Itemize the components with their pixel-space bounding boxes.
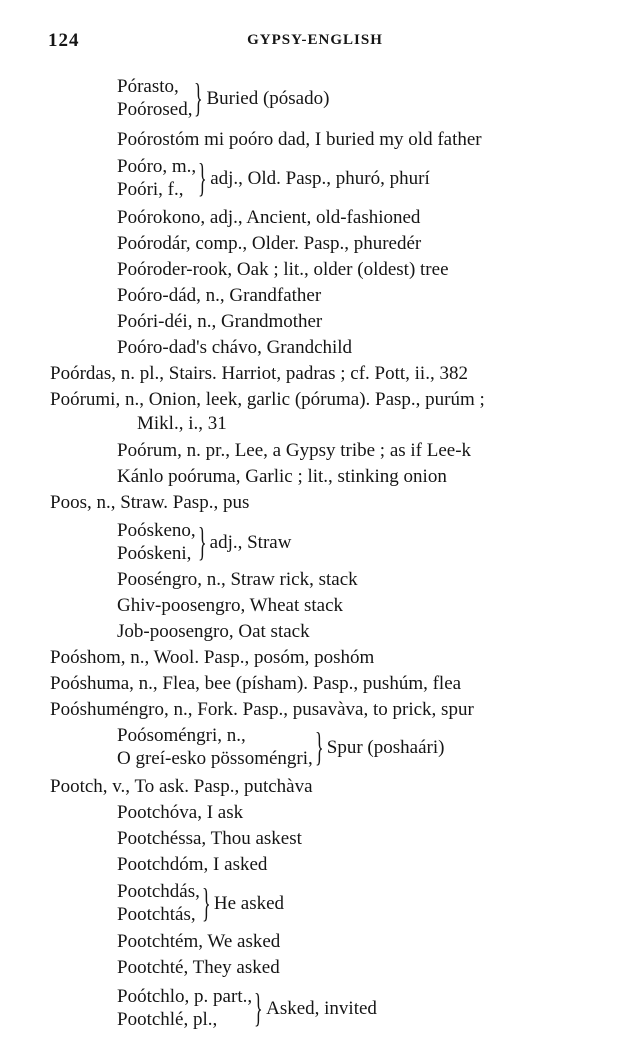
entry-line: Pootchéssa, Thou askest	[117, 828, 302, 849]
entry-line: Poóshom, n., Wool. Pasp., posóm, poshóm	[50, 647, 375, 668]
entry-line: Poos, n., Straw. Pasp., pus	[50, 492, 250, 513]
entry-line: Poórdas, n. pl., Stairs. Harriot, padras ; cf. Pott, ii., 382	[50, 363, 468, 384]
entry-line: Poórum, n. pr., Lee, a Gypsy tribe ; as if Lee-k	[117, 440, 472, 461]
gloss: Asked, invited	[266, 997, 377, 1019]
headword: Pootchtás,	[117, 904, 196, 925]
entry-line: Pootchóva, I ask	[117, 802, 244, 823]
entry-line: Poórodár, comp., Older. Pasp., phuredér	[117, 233, 422, 254]
page-number: 124	[48, 30, 80, 51]
brace-icon: }	[194, 75, 204, 120]
entry-line: Poórokono, adj., Ancient, old-fashioned	[117, 207, 421, 228]
entry-line: Pootchdóm, I asked	[117, 854, 268, 875]
entry-line: Poórostóm mi poóro dad, I buried my old father	[117, 129, 482, 150]
headword: O greí-esko pössoméngri,	[117, 748, 313, 769]
entry-group-pootchdas	[117, 880, 284, 926]
entry-group-pooro	[117, 155, 430, 201]
page-header	[0, 30, 630, 56]
entry-line: Pooséngro, n., Straw rick, stack	[117, 569, 358, 590]
entry-line: Poóri-déi, n., Grandmother	[117, 311, 323, 332]
brace-icon: }	[198, 155, 207, 200]
entry-line: Pootchtém, We asked	[117, 931, 281, 952]
headword: Poósoméngri, n.,	[117, 725, 246, 746]
entry-line: Pootch, v., To ask. Pasp., putchàva	[50, 776, 313, 797]
headword: Poóskeno,	[117, 520, 196, 541]
entry-group-poosomengri	[117, 724, 444, 770]
gloss: Spur (poshaári)	[326, 736, 445, 758]
brace-icon: }	[314, 724, 324, 769]
brace-icon: }	[254, 985, 263, 1030]
gloss: Buried (pósado)	[206, 87, 330, 109]
headword: Poóskeni,	[117, 543, 192, 564]
entry-line: Poóro-dad's chávo, Grandchild	[117, 337, 353, 358]
gloss: adj., Old. Pasp., phuró, phurí	[210, 167, 430, 189]
entry-group-porasto	[117, 75, 329, 121]
entry-group-pootchlo	[117, 985, 377, 1031]
entry-line: Poóroder-rook, Oak ; lit., older (oldest) tree	[117, 259, 449, 280]
gloss: He asked	[213, 892, 285, 914]
entry-line: Job-poosengro, Oat stack	[117, 621, 310, 642]
entry-group-pooskeno	[117, 519, 291, 565]
headword: Pootchdás,	[117, 881, 200, 902]
running-title: GYPSY-ENGLISH	[247, 32, 383, 48]
headword: Poóri, f.,	[117, 179, 184, 200]
headword: Poórosed,	[117, 99, 193, 120]
entry-line: Poóshuma, n., Flea, bee (písham). Pasp., pushúm, flea	[50, 673, 462, 694]
headword: Poótchlo, p. part.,	[117, 986, 253, 1007]
entry-line: Poóshuméngro, n., Fork. Pasp., pusavàva, to prick, spur	[50, 699, 474, 720]
headword: Pootchlé, pl.,	[117, 1009, 218, 1030]
entry-line: Poórumi, n., Onion, leek, garlic (póruma). Pasp., purúm ;	[50, 389, 485, 410]
entry-line: Poóro-dád, n., Grandfather	[117, 285, 322, 306]
entry-line: Mikl., i., 31	[137, 413, 227, 434]
brace-icon: }	[197, 519, 207, 564]
entry-line: Ghiv-poosengro, Wheat stack	[117, 595, 344, 616]
gloss: adj., Straw	[209, 531, 292, 553]
headword: Poóro, m.,	[117, 156, 197, 177]
brace-icon: }	[201, 880, 211, 925]
entry-line: Kánlo poóruma, Garlic ; lit., stinking onion	[117, 466, 447, 487]
entry-line: Pootchté, They asked	[117, 957, 280, 978]
headword: Pórasto,	[117, 76, 179, 97]
